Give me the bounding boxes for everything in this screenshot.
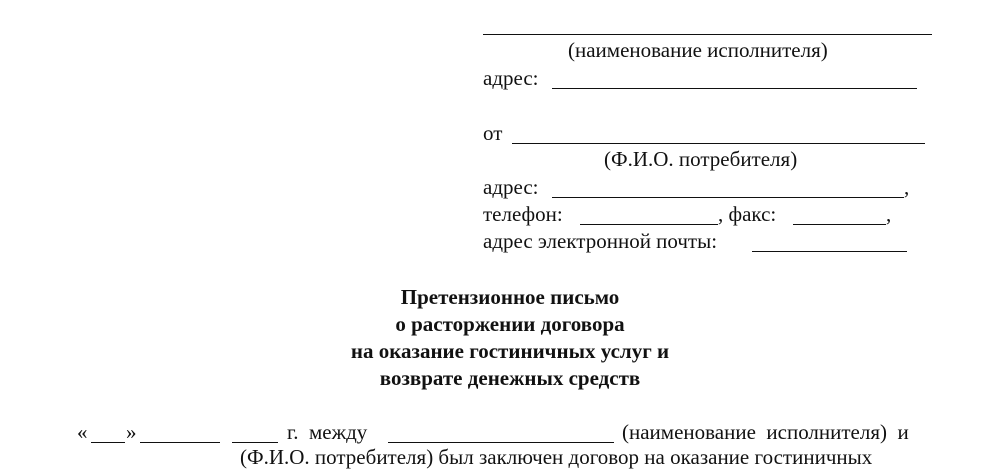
email-blank bbox=[752, 251, 907, 252]
consumer-name-blank bbox=[512, 143, 925, 144]
body-next-line-partial: (Ф.И.О. потребителя) был заключен договор на оказание гостиничных bbox=[240, 445, 873, 469]
address-blank-1 bbox=[552, 88, 917, 89]
date-month-blank bbox=[140, 442, 220, 443]
date-open-quote: « bbox=[77, 420, 88, 444]
fax-label: , факс: bbox=[718, 202, 777, 226]
letter-title-line-4: возврате денежных средств bbox=[379, 366, 641, 390]
phone-blank bbox=[580, 224, 718, 225]
letter-title-line-1: Претензионное письмо bbox=[400, 285, 620, 309]
address-2-comma: , bbox=[904, 175, 910, 199]
date-day-blank bbox=[91, 442, 125, 443]
address-blank-2 bbox=[552, 197, 904, 198]
address-label-1: адрес: bbox=[483, 66, 539, 90]
executor-name-body-blank bbox=[388, 442, 614, 443]
letter-title-line-2: о расторжении договора bbox=[395, 312, 625, 336]
date-year-blank bbox=[232, 442, 278, 443]
fax-blank bbox=[793, 224, 886, 225]
date-year-suffix: г. между bbox=[287, 420, 368, 444]
executor-caption: (наименование исполнителя) bbox=[568, 38, 828, 62]
fax-comma: , bbox=[886, 202, 892, 226]
executor-reference: (наименование исполнителя) и bbox=[622, 420, 909, 444]
consumer-caption: (Ф.И.О. потребителя) bbox=[604, 147, 798, 171]
from-label: от bbox=[483, 121, 503, 145]
email-label: адрес электронной почты: bbox=[483, 229, 718, 253]
executor-name-blank bbox=[483, 34, 932, 35]
address-label-2: адрес: bbox=[483, 175, 539, 199]
letter-title-line-3: на оказание гостиничных услуг и bbox=[350, 339, 670, 363]
date-close-quote: » bbox=[126, 420, 137, 444]
phone-label: телефон: bbox=[483, 202, 563, 226]
